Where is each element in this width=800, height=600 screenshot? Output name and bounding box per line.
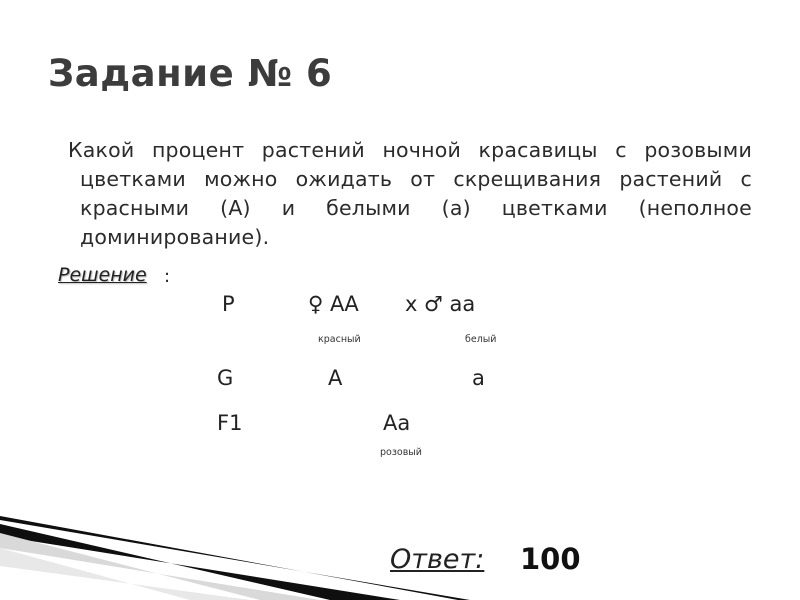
female-phenotype: красный [318, 334, 361, 345]
male-parent-genotype: ♂ аа [424, 292, 476, 316]
gametes-label: G [217, 366, 234, 390]
solution-colon: : [164, 266, 171, 287]
f1-label: F1 [217, 411, 243, 435]
question-text: Какой процент растений ночной красавицы с розовыми цветками можно ожидать от скрещивания растений с красными (А) и белыми (а) цветками (неполное доминирование). [68, 138, 752, 249]
female-gamete: А [328, 366, 343, 390]
male-phenotype: белый [465, 334, 497, 345]
slide-title: Задание № 6 [48, 52, 333, 95]
solution-label: Решение [58, 264, 147, 286]
f1-genotype: Аа [383, 411, 411, 435]
male-gamete: а [472, 366, 485, 390]
answer-value: 100 [520, 542, 581, 576]
f1-phenotype: розовый [380, 447, 422, 458]
parents-label: P [222, 292, 235, 316]
answer-label: Ответ: [390, 544, 485, 575]
female-parent-genotype: ♀ АА [308, 292, 359, 316]
cross-sign: х [405, 292, 418, 316]
